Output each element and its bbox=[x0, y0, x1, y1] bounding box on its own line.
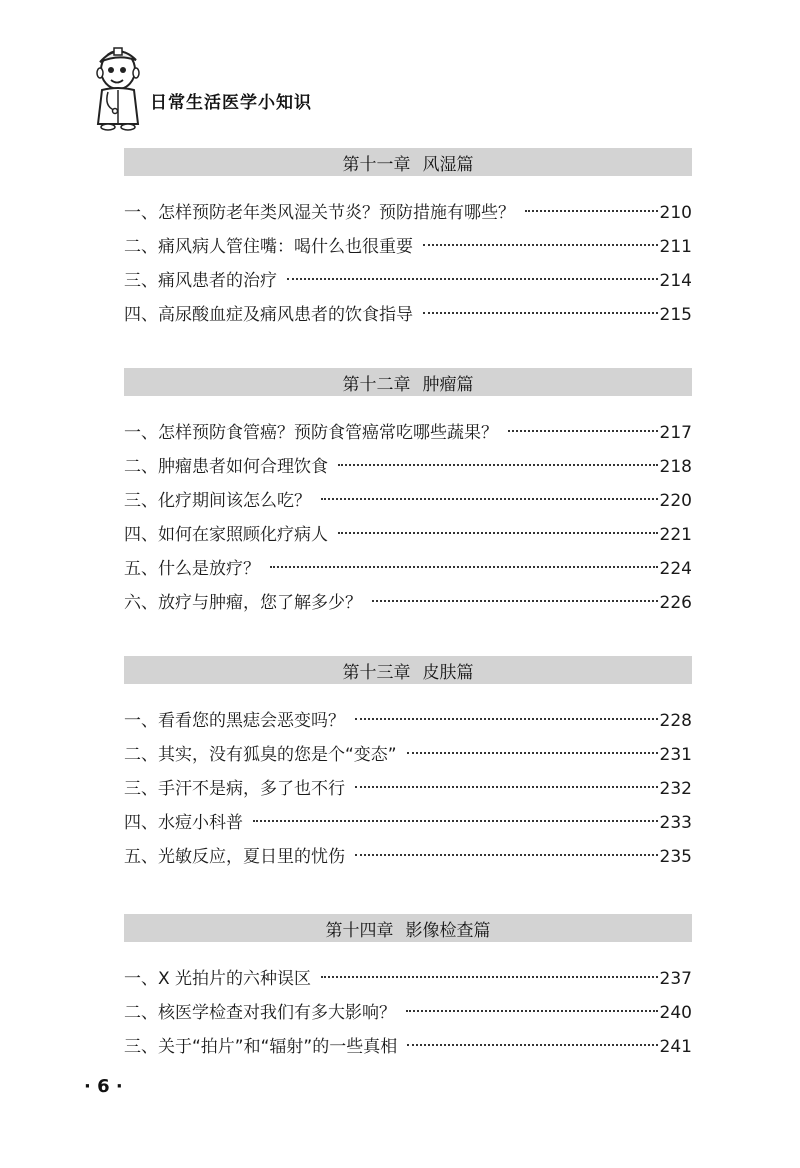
entry-page: 231 bbox=[659, 745, 692, 765]
dot-leader bbox=[372, 600, 658, 602]
entry-page: 211 bbox=[659, 237, 692, 257]
dot-leader bbox=[287, 278, 658, 280]
chapter-number: 第十二章 bbox=[342, 374, 411, 395]
entry-title: 三、化疗期间该怎么吃？ bbox=[124, 491, 311, 511]
chapter-11 bbox=[124, 148, 692, 332]
dot-leader bbox=[423, 312, 658, 314]
toc-entry[interactable] bbox=[124, 840, 692, 874]
entry-title: 三、手汗不是病，多了也不行 bbox=[124, 779, 345, 799]
entry-page: 237 bbox=[659, 969, 692, 989]
doctor-mascot-icon bbox=[88, 40, 150, 132]
toc-entry[interactable] bbox=[124, 518, 692, 552]
entry-page: 220 bbox=[659, 491, 692, 511]
dot-leader bbox=[321, 498, 658, 500]
entry-page: 226 bbox=[659, 593, 692, 613]
entry-page: 235 bbox=[659, 847, 692, 867]
dot-leader bbox=[508, 430, 658, 432]
dot-leader bbox=[355, 854, 658, 856]
toc-entry[interactable] bbox=[124, 416, 692, 450]
entry-title: 六、放疗与肿瘤，您了解多少？ bbox=[124, 593, 362, 613]
dot-leader bbox=[355, 786, 658, 788]
entry-page: 233 bbox=[659, 813, 692, 833]
entry-title: 二、核医学检查对我们有多大影响？ bbox=[124, 1003, 396, 1023]
chapter-number: 第十一章 bbox=[342, 154, 411, 175]
dot-leader bbox=[270, 566, 658, 568]
dot-leader bbox=[407, 1044, 657, 1046]
entry-title: 一、看看您的黑痣会恶变吗？ bbox=[124, 711, 345, 731]
dot-leader bbox=[406, 1010, 658, 1012]
toc-entry[interactable] bbox=[124, 450, 692, 484]
entry-title: 一、怎样预防食管癌？预防食管癌常吃哪些蔬果？ bbox=[124, 423, 498, 443]
toc-entry[interactable] bbox=[124, 704, 692, 738]
toc-entry[interactable] bbox=[124, 996, 692, 1030]
chapter-name: 影像检查篇 bbox=[405, 920, 491, 941]
entry-page: 215 bbox=[659, 305, 692, 325]
dot-leader bbox=[253, 820, 658, 822]
dot-leader bbox=[525, 210, 658, 212]
book-title: 日常生活医学小知识 bbox=[150, 93, 312, 113]
entry-title: 三、关于“拍片”和“辐射”的一些真相 bbox=[124, 1037, 398, 1057]
entry-page: 210 bbox=[659, 203, 692, 223]
toc-entry[interactable] bbox=[124, 264, 692, 298]
entry-title: 四、水痘小科普 bbox=[124, 813, 243, 833]
dot-leader bbox=[355, 718, 658, 720]
entry-title: 五、光敏反应，夏日里的忧伤 bbox=[124, 847, 345, 867]
entry-title: 一、怎样预防老年类风湿关节炎？预防措施有哪些？ bbox=[124, 203, 515, 223]
chapter-name: 皮肤篇 bbox=[422, 662, 474, 683]
entry-page: 228 bbox=[659, 711, 692, 731]
chapter-name: 肿瘤篇 bbox=[422, 374, 474, 395]
entry-title: 二、痛风病人管住嘴：喝什么也很重要 bbox=[124, 237, 413, 257]
chapter-heading bbox=[124, 656, 692, 684]
dot-leader bbox=[338, 464, 658, 466]
toc-entry[interactable] bbox=[124, 298, 692, 332]
entry-page: 217 bbox=[659, 423, 692, 443]
entry-page: 241 bbox=[659, 1037, 692, 1057]
chapter-13 bbox=[124, 656, 692, 874]
dot-leader bbox=[321, 976, 657, 978]
chapter-12 bbox=[124, 368, 692, 620]
dot-leader bbox=[423, 244, 658, 246]
page-number: · 6 · bbox=[84, 1076, 123, 1097]
chapter-heading bbox=[124, 914, 692, 942]
entry-page: 232 bbox=[659, 779, 692, 799]
toc-entry[interactable] bbox=[124, 1030, 692, 1064]
dot-leader bbox=[407, 752, 658, 754]
entry-title: 五、什么是放疗？ bbox=[124, 559, 260, 579]
toc-entry[interactable] bbox=[124, 484, 692, 518]
entry-page: 240 bbox=[659, 1003, 692, 1023]
toc-entry[interactable] bbox=[124, 772, 692, 806]
entry-title: 二、肿瘤患者如何合理饮食 bbox=[124, 457, 328, 477]
table-of-contents bbox=[124, 148, 692, 1064]
chapter-heading bbox=[124, 148, 692, 176]
entry-page: 224 bbox=[659, 559, 692, 579]
entry-title: 四、如何在家照顾化疗病人 bbox=[124, 525, 328, 545]
entry-page: 221 bbox=[659, 525, 692, 545]
dot-leader bbox=[338, 532, 658, 534]
toc-entry[interactable] bbox=[124, 962, 692, 996]
entry-title: 三、痛风患者的治疗 bbox=[124, 271, 277, 291]
toc-entry[interactable] bbox=[124, 586, 692, 620]
chapter-name: 风湿篇 bbox=[422, 154, 474, 175]
entry-page: 218 bbox=[659, 457, 692, 477]
entry-title: 二、其实，没有狐臭的您是个“变态” bbox=[124, 745, 397, 765]
chapter-number: 第十四章 bbox=[325, 920, 394, 941]
entry-title: 一、X 光拍片的六种误区 bbox=[124, 969, 312, 989]
toc-entry[interactable] bbox=[124, 806, 692, 840]
chapter-heading bbox=[124, 368, 692, 396]
toc-entry[interactable] bbox=[124, 738, 692, 772]
chapter-14 bbox=[124, 914, 692, 1064]
entry-title: 四、高尿酸血症及痛风患者的饮食指导 bbox=[124, 305, 413, 325]
entry-page: 214 bbox=[659, 271, 692, 291]
page-header bbox=[88, 40, 408, 140]
toc-entry[interactable] bbox=[124, 230, 692, 264]
toc-entry[interactable] bbox=[124, 196, 692, 230]
toc-entry[interactable] bbox=[124, 552, 692, 586]
chapter-number: 第十三章 bbox=[342, 662, 411, 683]
